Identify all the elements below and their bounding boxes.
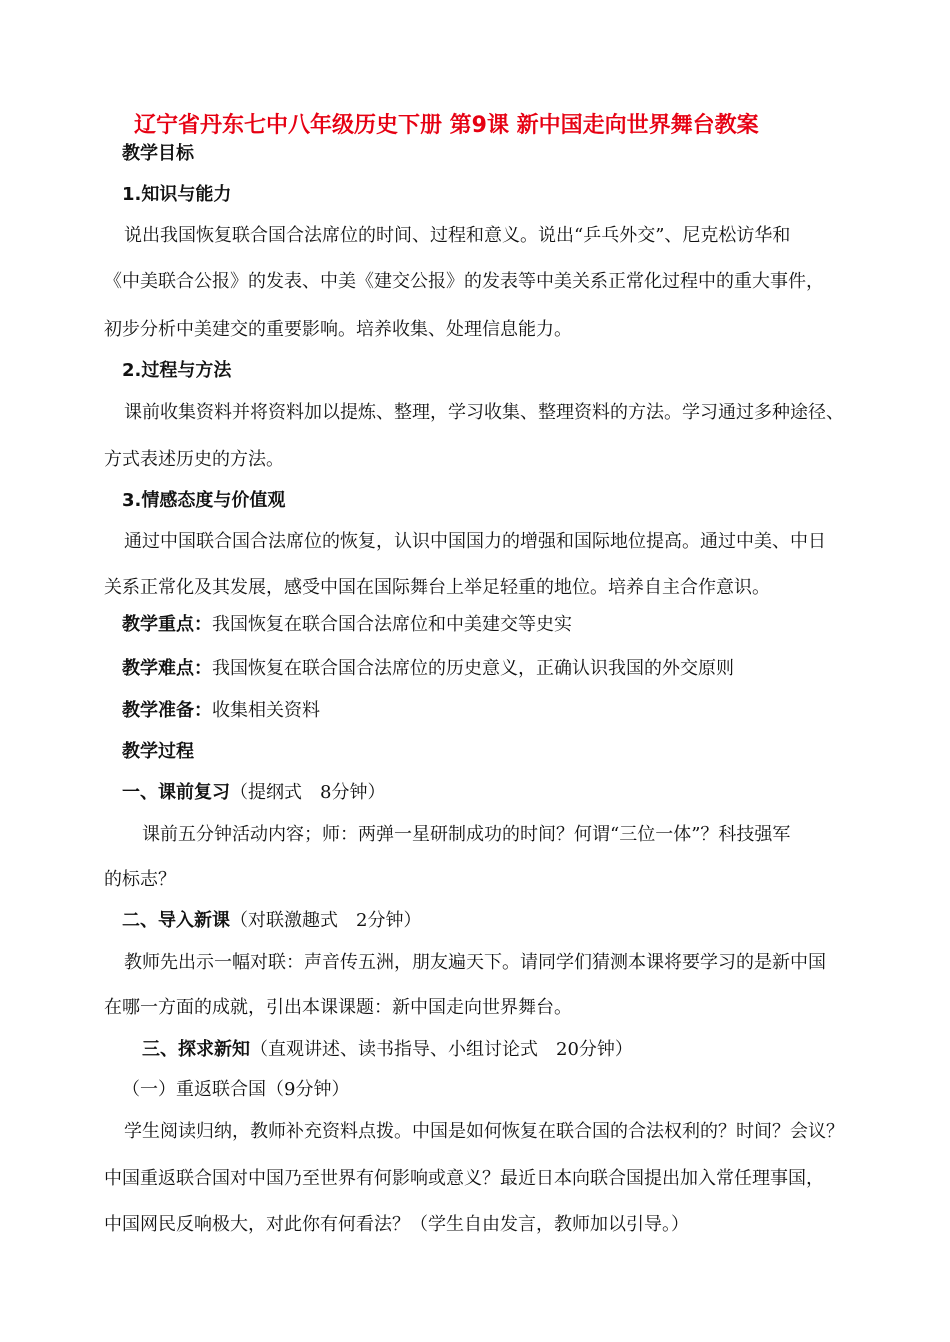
process-heading: 教学过程: [122, 741, 194, 762]
section-2-line-1: 课前收集资料并将资料加以提炼、整理，学习收集、整理资料的方法。学习通过多种途径、: [124, 402, 844, 423]
section-1-heading: 1.知识与能力: [122, 184, 232, 205]
step-3-line-2: 中国重返联合国对中国乃至世界有何影响或意义？最近日本向联合国提出加入常任理事国，: [104, 1168, 824, 1189]
objectives-heading: 教学目标: [122, 143, 194, 164]
section-3-line-1: 通过中国联合国合法席位的恢复，认识中国国力的增强和国际地位提高。通过中美、中日: [124, 531, 826, 552]
step-3-note: （直观讲述、读书指导、小组讨论式 20分钟）: [250, 1039, 633, 1060]
step-3-subheading: （一）重返联合国（9分钟）: [122, 1079, 350, 1100]
step-2-line-1: 教师先出示一幅对联：声音传五洲，朋友遍天下。请同学们猜测本课将要学习的是新中国: [124, 952, 826, 973]
step-1-line-2: 的标志？: [104, 869, 176, 890]
section-3-line-2: 关系正常化及其发展，感受中国在国际舞台上举足轻重的地位。培养自主合作意识。: [104, 577, 770, 598]
step-3-label: 三、探求新知: [142, 1039, 250, 1060]
section-1-line-1: 说出我国恢复联合国合法席位的时间、过程和意义。说出“乒乓外交”、尼克松访华和: [124, 225, 791, 246]
step-1-heading: [122, 781, 385, 805]
preparation-label: 教学准备：: [122, 700, 212, 721]
section-2-line-2: 方式表述历史的方法。: [104, 449, 284, 470]
step-1-label: 一、课前复习: [122, 782, 230, 803]
section-1-line-2: 《中美联合公报》的发表、中美《建交公报》的发表等中美关系正常化过程中的重大事件，: [104, 271, 824, 292]
document-title: 辽宁省丹东七中八年级历史下册 第9课 新中国走向世界舞台教案: [134, 113, 759, 138]
key-point: [122, 613, 572, 637]
step-3-heading: [142, 1038, 633, 1062]
section-1-line-3: 初步分析中美建交的重要影响。培养收集、处理信息能力。: [104, 319, 572, 340]
key-point-text: 我国恢复在联合国合法席位和中美建交等史实: [212, 614, 572, 635]
step-1-line-1: 课前五分钟活动内容；师：两弹一星研制成功的时间？何谓“三位一体”？科技强军: [142, 824, 791, 845]
difficulty-label: 教学难点：: [122, 658, 212, 679]
step-2-label: 二、导入新课: [122, 910, 230, 931]
section-3-heading: 3.情感态度与价值观: [122, 490, 286, 511]
step-3-line-3: 中国网民反响极大，对此你有何看法？（学生自由发言，教师加以引导。）: [104, 1214, 689, 1235]
difficulty: [122, 657, 734, 681]
step-3-line-1: 学生阅读归纳，教师补充资料点拨。中国是如何恢复在联合国的合法权利的？时间？会议？: [124, 1121, 844, 1142]
step-2-note: （对联激趣式 2分钟）: [230, 910, 422, 931]
preparation-text: 收集相关资料: [212, 700, 320, 721]
key-point-label: 教学重点：: [122, 614, 212, 635]
step-1-note: （提纲式 8分钟）: [230, 782, 386, 803]
step-2-line-2: 在哪一方面的成就，引出本课课题：新中国走向世界舞台。: [104, 997, 572, 1018]
step-2-heading: [122, 909, 421, 933]
section-2-heading: 2.过程与方法: [122, 360, 232, 381]
difficulty-text: 我国恢复在联合国合法席位的历史意义，正确认识我国的外交原则: [212, 658, 734, 679]
preparation: [122, 699, 320, 723]
